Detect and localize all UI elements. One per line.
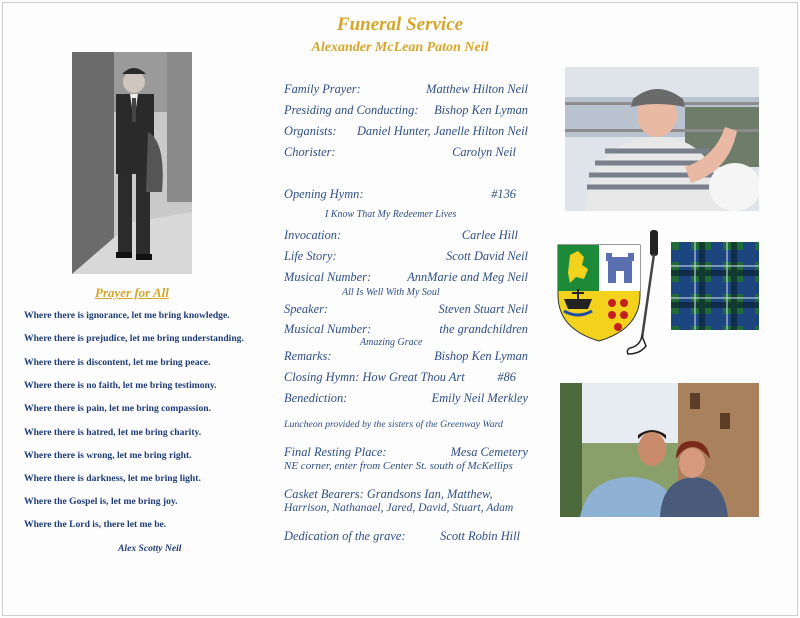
resting-place-label: Final Resting Place: [284,445,387,459]
dedication-label: Dedication of the grave: [284,529,406,543]
invocation-label: Invocation: [284,228,342,242]
dedication-value: Scott Robin Hill [440,529,520,543]
remarks-value: Bishop Ken Lyman [434,349,528,363]
benediction-label: Benediction: [284,391,348,405]
tartan-swatch [671,242,759,330]
closing-hymn-row [284,370,528,385]
prayer-line: Where there is no faith, let me bring testimony. [24,380,217,391]
prayer-heading: Prayer for All [95,285,169,300]
remarks-row [284,349,528,364]
invocation-row [284,228,528,243]
closing-hymn-label: Closing Hymn: How Great Thou Art [284,370,465,384]
dedication-row [284,529,528,544]
family-prayer-label: Family Prayer: [284,82,361,96]
musical-number-2-label: Musical Number: [284,322,372,336]
prayer-line: Where the Gospel is, let me bring joy. [24,496,178,507]
resting-place-row [284,445,528,460]
prayer-line: Where the Lord is, there let me be. [24,519,167,530]
luncheon-note: Luncheon provided by the sisters of the Greenway Ward [284,419,503,430]
musical-number-2-value: the grandchildren [439,322,528,336]
young-man-walking-photo [72,52,192,274]
opening-hymn-row [284,187,528,202]
organists-value: Daniel Hunter, Janelle Hilton Neil [356,124,528,138]
prayer-line: Where there is ignorance, let me bring knowledge. [24,310,230,321]
remarks-label: Remarks: [284,349,332,363]
resting-place-directions: NE corner, enter from Center St. south of McKellips [284,460,513,472]
family-prayer-row [284,82,528,97]
musical-number-1-title: All Is Well With My Soul [342,287,440,298]
presiding-label: Presiding and Conducting: [284,103,419,117]
musical-number-1-label: Musical Number: [284,270,372,284]
prayer-line: Where there is hatred, let me bring charity. [24,427,202,438]
chorister-value: Carolyn Neil [452,145,516,159]
life-story-label: Life Story: [284,249,337,263]
benediction-value: Emily Neil Merkley [431,391,528,405]
golf-club-icon [626,228,666,356]
prayer-line: Where there is wrong, let me bring right. [24,450,192,461]
speaker-label: Speaker: [284,302,329,316]
opening-hymn-label: Opening Hymn: [284,187,364,201]
prayer-line: Where there is prejudice, let me bring understanding. [24,333,244,344]
presiding-value: Bishop Ken Lyman [434,103,528,117]
prayer-line: Where there is pain, let me bring compassion. [24,403,211,414]
speaker-row [284,302,528,317]
resting-place-value: Mesa Cemetery [450,445,528,459]
couple-photo [560,383,759,517]
closing-hymn-number: #86 [497,370,516,384]
chorister-row [284,145,528,160]
opening-hymn-title: I Know That My Redeemer Lives [325,209,457,220]
musical-number-1-value: AnnMarie and Meg Neil [407,270,528,284]
invocation-value: Carlee Hill [461,228,518,242]
family-prayer-value: Matthew Hilton Neil [426,82,528,96]
musical-number-2-title: Amazing Grace [360,337,423,348]
prayer-line: Where there is darkness, let me bring light. [24,473,201,484]
older-man-with-cap-photo [565,67,759,211]
organists-row [284,124,528,139]
chorister-label: Chorister: [284,145,336,159]
deceased-name: Alexander McLean Paton Neil [311,40,489,55]
musical-number-2-row [284,322,528,337]
prayer-line: Where there is discontent, let me bring peace. [24,357,211,368]
speaker-value: Steven Stuart Neil [438,302,528,316]
benediction-row [284,391,528,406]
casket-bearers-line-2: Harrison, Nathanael, Jared, David, Stuart, Adam [284,501,514,514]
presiding-row [284,103,528,118]
opening-hymn-number: #136 [491,187,516,201]
organists-label: Organists: [284,124,337,138]
musical-number-1-row [284,270,528,285]
life-story-value: Scott David Neil [446,249,528,263]
service-title: Funeral Service [336,14,464,35]
casket-bearers-line-1: Casket Bearers: Grandsons Ian, Matthew, [284,487,493,501]
life-story-row [284,249,528,264]
prayer-author: Alex Scotty Neil [118,543,182,554]
